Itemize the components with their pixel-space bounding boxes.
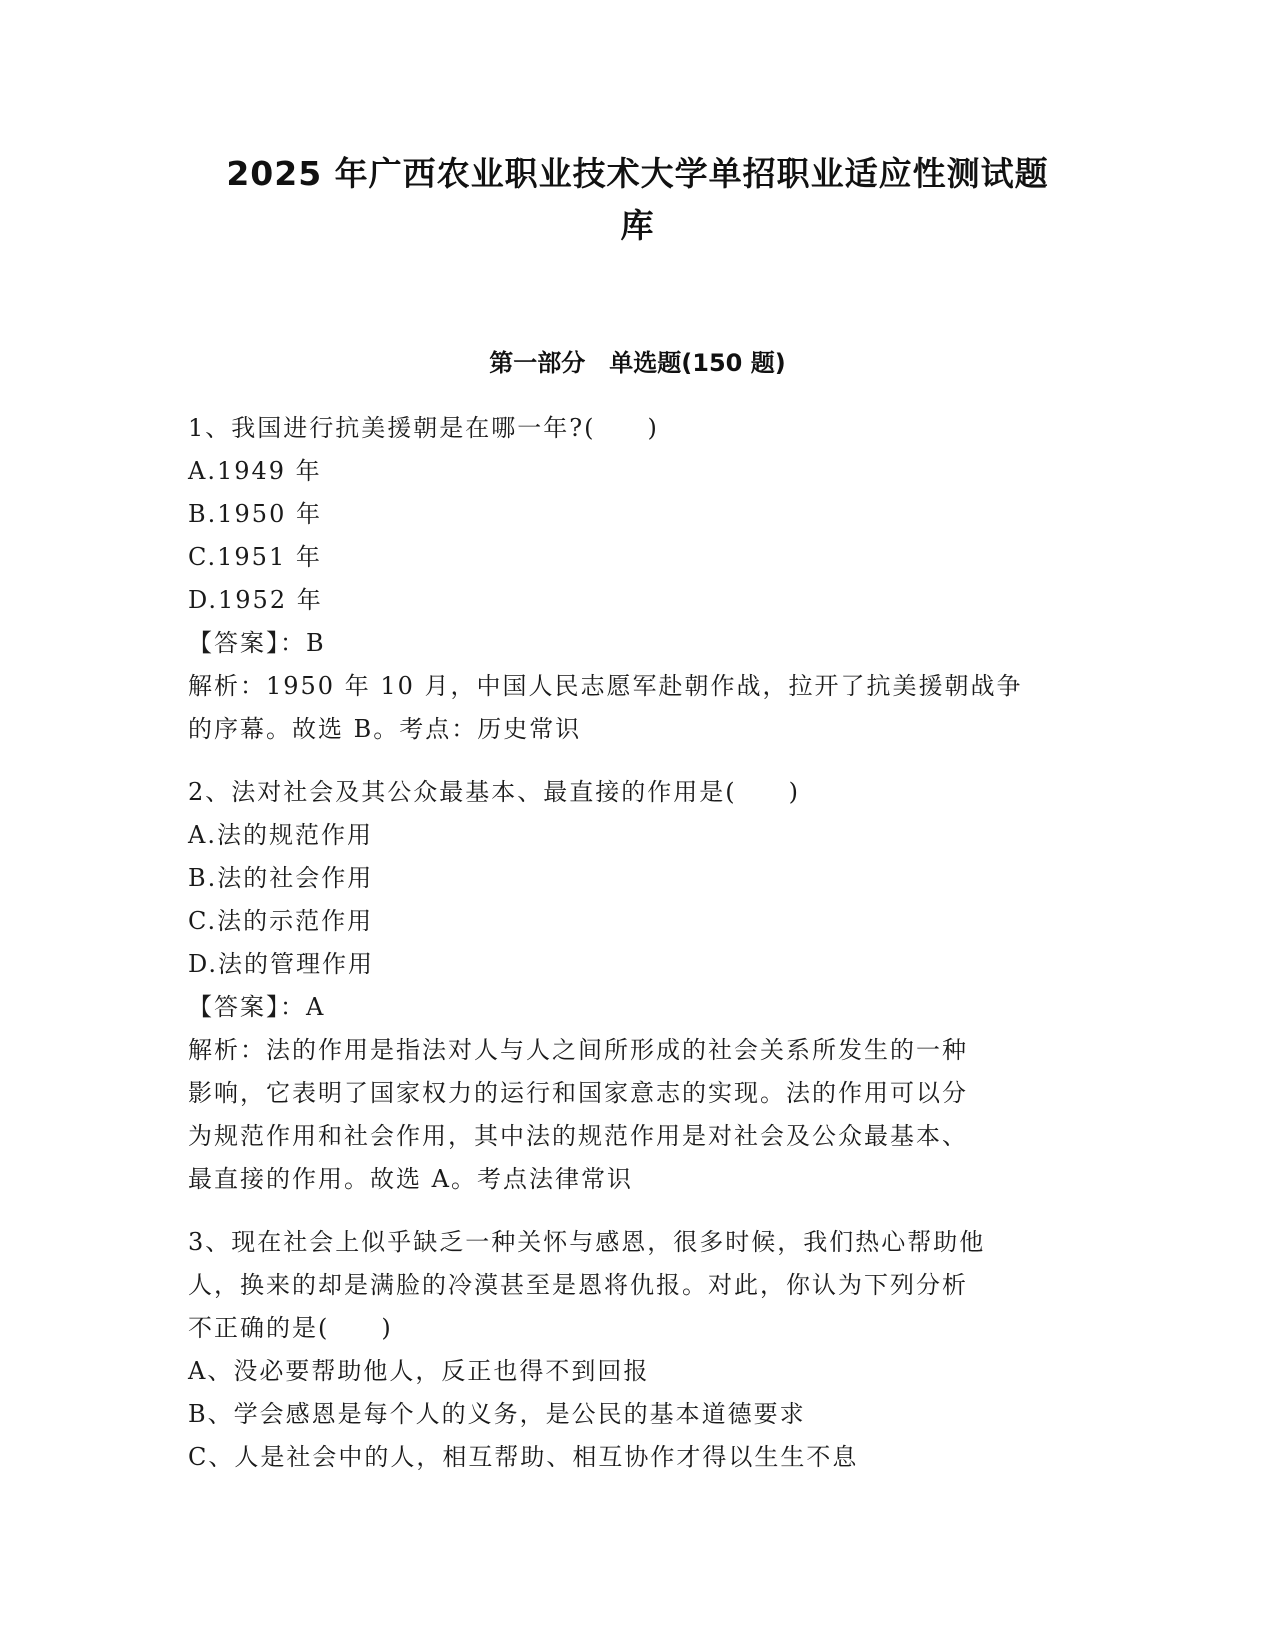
question-list [188,407,1088,1479]
question-3 [188,1221,1088,1479]
option-d: D.法的管理作用 [188,950,375,978]
option-b: B.1950 年 [188,500,322,528]
option-c: C.1951 年 [188,543,322,571]
option-a: A.法的规范作用 [188,821,373,849]
analysis-line: 为规范作用和社会作用，其中法的规范作用是对社会及公众最基本、 [188,1122,968,1150]
section-title: 第一部分 单选题(150 题) [489,349,786,377]
document-title-line-2: 库 [620,206,655,245]
question-1 [188,407,1088,751]
option-a: A.1949 年 [188,457,322,485]
question-stem-line: 不正确的是( ) [188,1314,393,1342]
option-a: A、没必要帮助他人，反正也得不到回报 [188,1357,650,1385]
analysis-line: 解析：法的作用是指法对人与人之间所形成的社会关系所发生的一种 [188,1036,968,1064]
question-2 [188,771,1088,1201]
document-title [150,148,1125,252]
answer: 【答案】：B [188,629,326,657]
question-stem-line: 3、现在社会上似乎缺乏一种关怀与感恩，很多时候，我们热心帮助他 [188,1228,986,1256]
analysis-line: 最直接的作用。故选 A。考点法律常识 [188,1165,633,1193]
analysis-line: 解析：1950 年 10 月，中国人民志愿军赴朝作战，拉开了抗美援朝战争 [188,672,1023,700]
option-b: B、学会感恩是每个人的义务，是公民的基本道德要求 [188,1400,806,1428]
answer: 【答案】：A [188,993,326,1021]
document-title-line-1: 2025 年广西农业职业技术大学单招职业适应性测试题 [226,154,1049,193]
question-stem-line: 人，换来的却是满脸的冷漠甚至是恩将仇报。对此，你认为下列分析 [188,1271,968,1299]
option-c: C.法的示范作用 [188,907,374,935]
question-stem: 2、法对社会及其公众最基本、最直接的作用是( ) [188,778,800,806]
option-d: D.1952 年 [188,586,323,614]
question-stem: 1、我国进行抗美援朝是在哪一年?( ) [188,414,659,442]
analysis-line: 影响，它表明了国家权力的运行和国家意志的实现。法的作用可以分 [188,1079,968,1107]
option-c: C、人是社会中的人，相互帮助、相互协作才得以生生不息 [188,1443,859,1471]
option-b: B.法的社会作用 [188,864,374,892]
analysis-line: 的序幕。故选 B。考点：历史常识 [188,715,582,743]
